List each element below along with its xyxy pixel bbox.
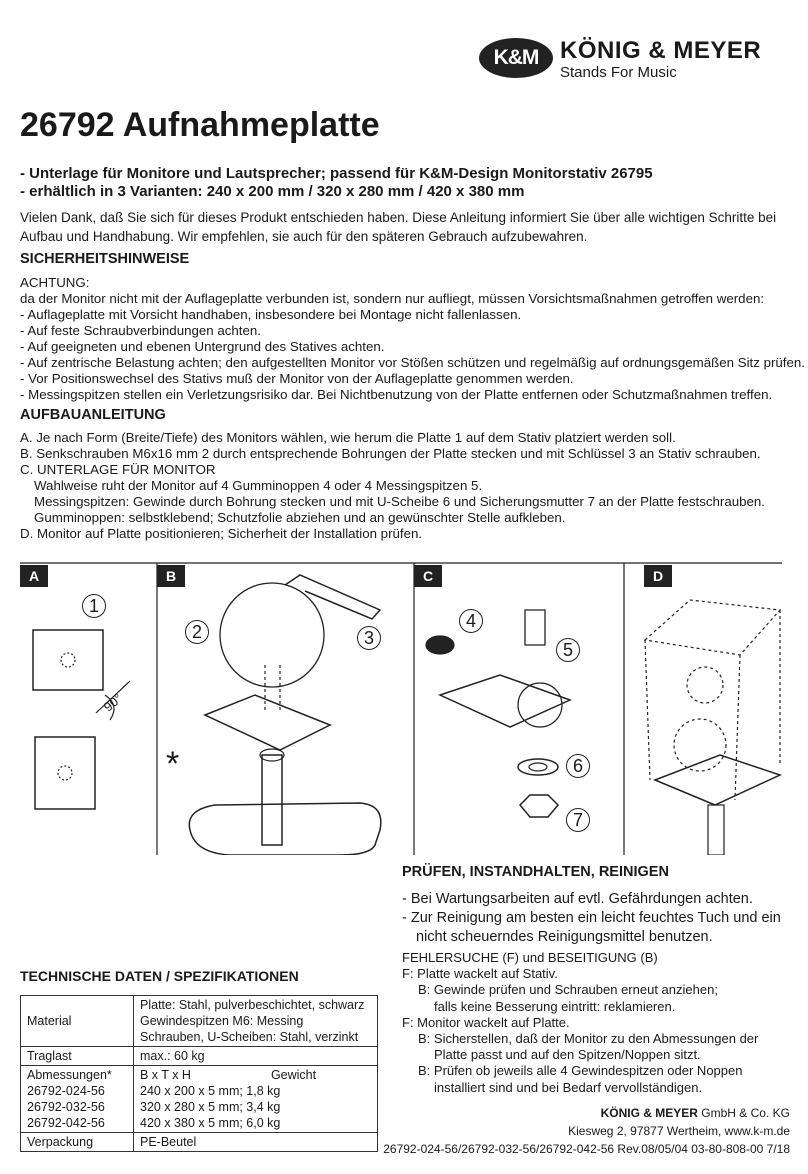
panel-label-d: D: [644, 565, 672, 587]
part-number-7: 7: [566, 808, 590, 832]
spec-table: [20, 995, 378, 1152]
footer-company: [601, 1106, 790, 1120]
footer-codes: 26792-024-56/26792-032-56/26792-042-56 Rev.08/05/04 03-80-808-00 7/18: [383, 1142, 790, 1156]
safety-line: - Auf zentrische Belastung achten; den aufgestellten Monitor vor Stößen schützen und regelmäßig auf ordnungsgemäßen Sitz prüfen.: [20, 355, 805, 370]
part-number-4: 4: [459, 609, 483, 633]
trouble-line: B: Gewinde prüfen und Schrauben erneut anziehen;: [418, 982, 718, 998]
subtitle-2: - erhältlich in 3 Varianten: 240 x 200 mm / 320 x 280 mm / 420 x 380 mm: [20, 183, 525, 200]
maintenance-item: nicht scheuerndes Reinigungsmittel benutzen.: [416, 929, 713, 945]
table-row: [21, 1133, 378, 1152]
panel-label-b: B: [157, 565, 185, 587]
safety-list: [20, 275, 805, 403]
material-line: Platte: Stahl, pulverbeschichtet, schwarz: [140, 998, 365, 1012]
spec-label: Verpackung: [21, 1133, 134, 1152]
dim-header: [140, 1067, 371, 1083]
brand-tagline: Stands For Music: [560, 64, 677, 81]
spec-label: [21, 1066, 134, 1133]
material-line: Schrauben, U-Scheiben: Stahl, verzinkt: [140, 1030, 359, 1044]
spec-value: [134, 1066, 378, 1133]
safety-line: - Auf feste Schraubverbindungen achten.: [20, 323, 261, 338]
table-row: [21, 1047, 378, 1066]
tech-heading: TECHNISCHE DATEN / SPEZIFIKATIONEN: [20, 968, 299, 984]
safety-line: - Auflageplatte mit Vorsicht handhaben, insbesondere bei Montage nicht fallenlassen.: [20, 307, 522, 322]
safety-line: - Vor Positionswechsel des Stativs muß der Monitor von der Auflageplatte genommen werden.: [20, 371, 574, 386]
variant-code: 26792-032-56: [27, 1100, 105, 1114]
trouble-line: installiert sind und bei Bedarf vervollständigen.: [434, 1079, 703, 1095]
variant-value: 320 x 280 x 5 mm; 3,4 kg: [140, 1100, 281, 1114]
spec-label: Traglast: [21, 1047, 134, 1066]
trouble-line: B: Prüfen ob jeweils alle 4 Gewindespitzen oder Noppen: [418, 1063, 743, 1079]
assembly-step-c3: Gumminoppen: selbstklebend; Schutzfolie abziehen und an gewünschter Stelle aufkleben.: [34, 510, 566, 525]
part-number-3: 3: [357, 626, 381, 650]
footer-company-name: KÖNIG & MEYER: [600, 1106, 698, 1120]
variant-value: 420 x 380 x 5 mm; 6,0 kg: [140, 1116, 281, 1130]
brand-name: KÖNIG & MEYER: [560, 37, 762, 64]
table-row: [21, 1066, 378, 1133]
trouble-line: F: Platte wackelt auf Stativ.: [402, 966, 558, 982]
trouble-line: Platte passt und auf den Spitzen/Noppen sitzt.: [434, 1047, 701, 1063]
assembly-step-c1: Wahlweise ruht der Monitor auf 4 Gumminoppen 4 oder 4 Messingspitzen 5.: [34, 478, 483, 493]
panel-label-c: C: [414, 565, 442, 587]
dim-label: Abmessungen*: [27, 1068, 112, 1082]
assembly-step-a: A. Je nach Form (Breite/Tiefe) des Monitors wählen, wie herum die Platte 1 auf dem Stativ platziert werden soll.: [20, 430, 676, 445]
table-row: [21, 996, 378, 1047]
trouble-heading: FEHLERSUCHE (F) und BESEITIGUNG (B): [402, 950, 658, 965]
maintenance-heading: PRÜFEN, INSTANDHALTEN, REINIGEN: [402, 864, 669, 880]
page-title: 26792 Aufnahmeplatte: [20, 106, 380, 144]
maintenance-list: [402, 890, 802, 947]
angle-label: 90°: [100, 690, 126, 715]
subtitle-1: - Unterlage für Monitore und Lautsprecher; passend für K&M-Design Monitorstativ 26795: [20, 165, 653, 182]
assembly-step-c: C. UNTERLAGE FÜR MONITOR: [20, 462, 216, 477]
variant-code: 26792-024-56: [27, 1084, 105, 1098]
maintenance-item: - Bei Wartungsarbeiten auf evtl. Gefährdungen achten.: [402, 891, 753, 907]
safety-heading: SICHERHEITSHINWEISE: [20, 251, 190, 267]
safety-line: - Messingspitzen stellen ein Verletzungsrisiko dar. Bei Nichtbenutzung von der Platte entfernen oder Schutzmaßnahmen treffen.: [20, 387, 773, 402]
footer-company-suffix: GmbH & Co. KG: [697, 1106, 790, 1120]
spec-value: max.: 60 kg: [134, 1047, 378, 1066]
safety-line: ACHTUNG:: [20, 275, 90, 290]
material-line: Gewindespitzen M6: Messing: [140, 1014, 304, 1028]
troubleshooting-list: [402, 950, 802, 1096]
part-number-5: 5: [556, 638, 580, 662]
footnote-star: *: [166, 745, 180, 783]
variant-value: 240 x 200 x 5 mm; 1,8 kg: [140, 1084, 281, 1098]
trouble-line: falls keine Besserung eintritt: reklamieren.: [434, 998, 676, 1014]
spec-label: Material: [21, 996, 134, 1047]
spec-value: [134, 996, 378, 1047]
assembly-step-c2: Messingspitzen: Gewinde durch Bohrung stecken und mit U-Scheibe 6 und Sicherungsmutter 7 an der Platte festschrauben.: [34, 494, 765, 509]
km-logo: K&M: [479, 38, 553, 78]
assembly-heading: AUFBAUANLEITUNG: [20, 407, 166, 423]
footer-address: Kiesweg 2, 97877 Wertheim, www.k-m.de: [568, 1124, 790, 1138]
part-number-6: 6: [566, 754, 590, 778]
assembly-step-d: D. Monitor auf Platte positionieren; Sicherheit der Installation prüfen.: [20, 526, 423, 541]
panel-label-a: A: [20, 565, 48, 587]
maintenance-item: - Zur Reinigung am besten ein leicht feuchtes Tuch und ein: [402, 910, 781, 926]
trouble-line: B: Sicherstellen, daß der Monitor zu den Abmessungen der: [418, 1031, 759, 1047]
part-number-2: 2: [185, 620, 209, 644]
assembly-list: [20, 430, 795, 542]
safety-line: - Auf geeigneten und ebenen Untergrund des Statives achten.: [20, 339, 385, 354]
safety-line: da der Monitor nicht mit der Auflageplatte verbunden ist, sondern nur aufliegt, müssen Vorsichtsmaßnahmen getroffen werden:: [20, 291, 765, 306]
dim-header-weight: Gewicht: [270, 1068, 317, 1082]
assembly-step-b: B. Senkschrauben M6x16 mm 2 durch entsprechende Bohrungen der Platte stecken und mit Schlüssel 3 an Stativ schrauben.: [20, 446, 761, 461]
part-number-1: 1: [82, 594, 106, 618]
dim-header-size: B x T x H: [140, 1068, 191, 1082]
intro-text: Vielen Dank, daß Sie sich für dieses Produkt entschieden haben. Diese Anleitung informiert Sie über alle wichtigen Schritte bei Aufbau und Handhabung. Wir empfehlen, sie auch für den späteren Gebrauch aufzubewahren.: [20, 210, 777, 244]
variant-code: 26792-042-56: [27, 1116, 105, 1130]
spec-value: PE-Beutel: [134, 1133, 378, 1152]
trouble-line: F: Monitor wackelt auf Platte.: [402, 1014, 570, 1030]
